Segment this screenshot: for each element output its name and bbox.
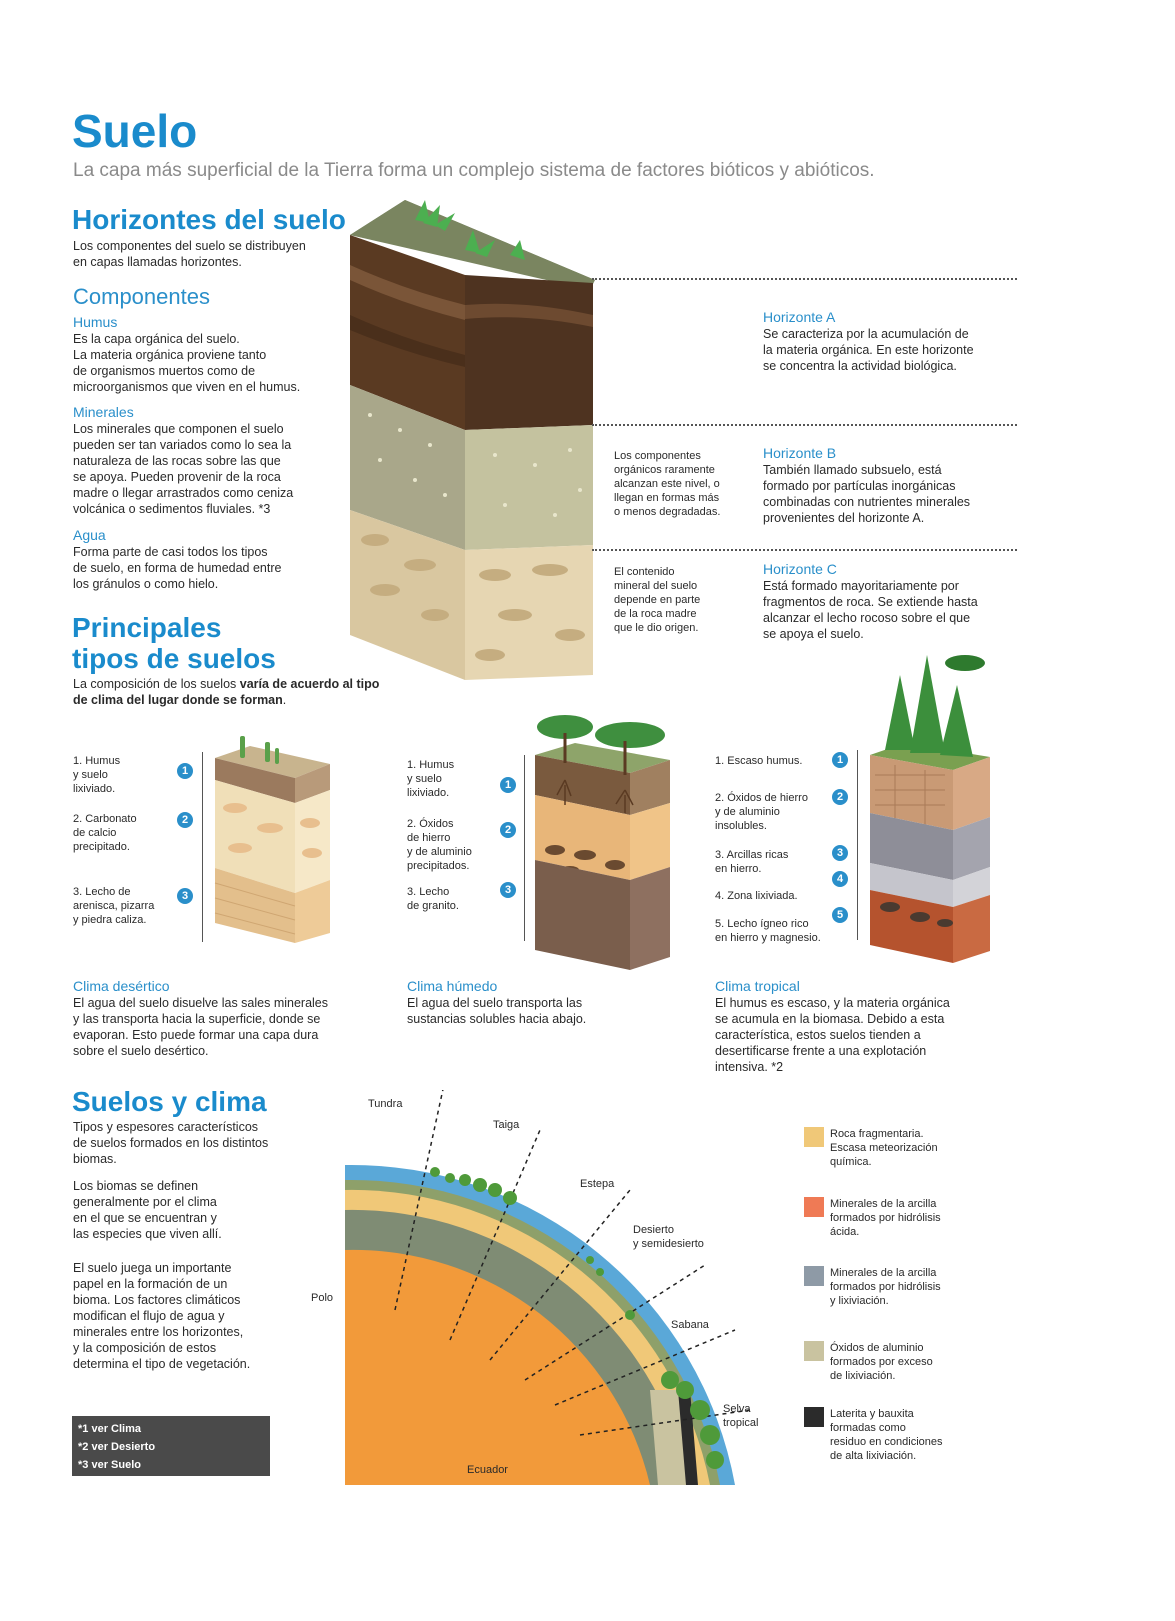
- legend-item: [804, 1127, 1004, 1197]
- minerales-text: Los minerales que componen el suelo pueden ser tan variados como lo sea la naturaleza de las rocas sobre las que se apoya. Pueden provenir de la roca madre o llegar arrastrados como ceniza volcánica o sedimentos fluviales. *3: [73, 422, 294, 516]
- tropical-soil-block: [865, 645, 995, 970]
- legend-swatch: [804, 1127, 824, 1147]
- desert-title: Clima desértico: [73, 978, 170, 994]
- humus-title: Humus: [73, 314, 118, 330]
- legend-label: Minerales de la arcilla formados por hidrólisis y lixiviación.: [830, 1267, 941, 1307]
- humus-text: Es la capa orgánica del suelo. La materia orgánica proviene tanto de organismos muertos como de microorganismos que viven en el humus.: [73, 332, 301, 394]
- legend-item: [804, 1341, 1004, 1407]
- legend-label: Laterita y bauxita formadas como residuo en condiciones de alta lixiviación.: [830, 1408, 943, 1462]
- legend-swatch: [804, 1341, 824, 1361]
- desert-layer-2: 2. Carbonato de calcio precipitado.: [73, 813, 137, 853]
- humid-num-2: 2: [500, 822, 516, 838]
- legend-item: [804, 1266, 1004, 1341]
- desert-text: El agua del suelo disuelve las sales minerales y las transporta hacia la superficie, donde se evaporan. Esto puede formar una capa dura sobre el suelo desértico.: [73, 996, 329, 1058]
- biome-sabana: Sabana: [671, 1319, 709, 1331]
- desert-bracket: [202, 752, 203, 942]
- label-ecuador: Ecuador: [467, 1464, 508, 1476]
- horizon-c-text: Está formado mayoritariamente por fragmentos de roca. Se extiende hasta alcanzar el lecho rocoso sobre el que se apoya el suelo.: [763, 579, 978, 641]
- humid-text: El agua del suelo transporta las sustancias solubles hacia abajo.: [407, 996, 587, 1026]
- climate-p3: El suelo juega un importante papel en la formación de un bioma. Los factores climáticos modifican el flujo de agua y minerales entre los horizontes, y la composición de estos determina el tipo de vegetación.: [73, 1261, 251, 1371]
- biome-estepa: Estepa: [580, 1178, 615, 1190]
- soil-horizons-block: [345, 195, 605, 685]
- biome-tundra: Tundra: [368, 1098, 403, 1110]
- climate-p1: Tipos y espesores característicos de suelos formados en los distintos biomas.: [73, 1120, 269, 1166]
- horizon-b-title: Horizonte B: [763, 445, 837, 461]
- horizon-c-divider: [592, 549, 1017, 551]
- types-intro-c: de clima del lugar donde se forman: [73, 693, 283, 707]
- tropical-layer-3: 3. Arcillas ricas en hierro.: [715, 849, 789, 875]
- legend-label: Roca fragmentaria. Escasa meteorización química.: [830, 1128, 938, 1168]
- humid-soil-block: [530, 705, 675, 975]
- humid-title: Clima húmedo: [407, 978, 498, 994]
- humid-num-3: 3: [500, 882, 516, 898]
- horizon-a-text: Se caracteriza por la acumulación de la materia orgánica. En este horizonte se concentra la actividad biológica.: [763, 327, 974, 373]
- climate-p2: Los biomas se definen generalmente por el clima en el que se encuentran y las especies que viven allí.: [73, 1179, 222, 1241]
- agua-title: Agua: [73, 527, 106, 543]
- tropical-layer-5: 5. Lecho ígneo rico en hierro y magnesio.: [715, 918, 821, 944]
- biome-desierto: Desierto y semidesierto: [633, 1224, 704, 1250]
- footnote-link[interactable]: *2 ver Desierto: [78, 1441, 156, 1453]
- horizons-title: Horizontes del suelo: [72, 204, 346, 235]
- footnote-link[interactable]: *3 ver Suelo: [78, 1459, 141, 1471]
- biome-selva: Selva tropical: [723, 1403, 759, 1429]
- horizon-a-right: [465, 275, 593, 430]
- types-intro-a: La composición de los suelos: [73, 677, 240, 691]
- footnote-link[interactable]: *1 ver Clima: [78, 1423, 141, 1435]
- legend-label: Óxidos de aluminio formados por exceso de lixiviación.: [830, 1342, 933, 1382]
- tropical-title: Clima tropical: [715, 978, 800, 994]
- humid-layer-1: 1. Humus y suelo lixiviado.: [407, 759, 455, 799]
- desert-soil-block: [210, 728, 335, 948]
- horizons-intro: Los componentes del suelo se distribuyen en capas llamadas horizontes.: [73, 239, 306, 269]
- tropical-num-4: 4: [832, 871, 848, 887]
- tropical-num-5: 5: [832, 907, 848, 923]
- types-intro: [73, 676, 433, 708]
- biome-taiga: Taiga: [493, 1119, 520, 1131]
- desert-num-3: 3: [177, 888, 193, 904]
- desert-num-1: 1: [177, 763, 193, 779]
- components-title: Componentes: [73, 284, 210, 309]
- legend-item: [804, 1407, 1004, 1477]
- horizon-b-divider: [592, 424, 1017, 426]
- horizon-b-text: También llamado subsuelo, está formado por partículas inorgánicas combinadas con nutrientes minerales provenientes del horizonte A.: [763, 463, 971, 525]
- tropical-text: El humus es escaso, y la materia orgánica se acumula en la biomasa. Debido a esta característica, estos suelos tienden a desertificarse frente a una explotación intensiva. *2: [715, 996, 950, 1074]
- page-title: Suelo: [72, 105, 198, 157]
- desert-layer-1: 1. Humus y suelo lixiviado.: [73, 755, 121, 795]
- horizon-a-divider: [592, 278, 1017, 280]
- tropical-num-1: 1: [832, 752, 848, 768]
- tropical-num-3: 3: [832, 845, 848, 861]
- desert-layer-3: 3. Lecho de arenisca, pizarra y piedra caliza.: [73, 886, 155, 926]
- page-subtitle: La capa más superficial de la Tierra forma un complejo sistema de factores bióticos y abióticos.: [73, 160, 875, 181]
- legend-swatch: [804, 1266, 824, 1286]
- legend-swatch: [804, 1407, 824, 1427]
- types-title-line2: tipos de suelos: [72, 643, 276, 674]
- horizon-b-right: [465, 425, 593, 550]
- horizon-a-title: Horizonte A: [763, 309, 836, 325]
- tropical-layer-2: 2. Óxidos de hierro y de aluminio insolubles.: [715, 792, 808, 832]
- humid-bracket: [524, 755, 525, 941]
- legend: [804, 1127, 1004, 1477]
- desert-num-2: 2: [177, 812, 193, 828]
- footnotes-box: [72, 1416, 270, 1476]
- types-intro-d: .: [282, 693, 287, 707]
- legend-swatch: [804, 1197, 824, 1217]
- humid-layer-2: 2. Óxidos de hierro y de aluminio precipitados.: [407, 818, 472, 872]
- types-intro-b: varía de acuerdo al tipo: [239, 677, 380, 691]
- note-horizon-c: El contenido mineral del suelo depende en parte de la roca madre que le dio origen.: [614, 566, 701, 634]
- tropical-bracket: [857, 750, 858, 940]
- tropical-num-2: 2: [832, 789, 848, 805]
- tropical-layer-1: 1. Escaso humus.: [715, 755, 803, 767]
- minerales-title: Minerales: [73, 404, 134, 420]
- horizon-c-title: Horizonte C: [763, 561, 837, 577]
- label-polo: Polo: [311, 1292, 334, 1304]
- legend-label: Minerales de la arcilla formados por hidrólisis ácida.: [830, 1198, 941, 1238]
- earth-biome-section: [340, 1090, 760, 1490]
- tropical-layer-4: 4. Zona lixiviada.: [715, 890, 798, 902]
- legend-item: [804, 1197, 1004, 1266]
- note-horizon-b: Los componentes orgánicos raramente alcanzan este nivel, o llegan en formas más o menos degradadas.: [614, 450, 721, 518]
- humid-num-1: 1: [500, 777, 516, 793]
- types-title-line1: Principales: [72, 612, 222, 643]
- humid-layer-3: 3. Lecho de granito.: [407, 886, 459, 912]
- climate-title: Suelos y clima: [72, 1086, 267, 1117]
- agua-text: Forma parte de casi todos los tipos de suelo, en forma de humedad entre los gránulos o como hielo.: [73, 545, 282, 591]
